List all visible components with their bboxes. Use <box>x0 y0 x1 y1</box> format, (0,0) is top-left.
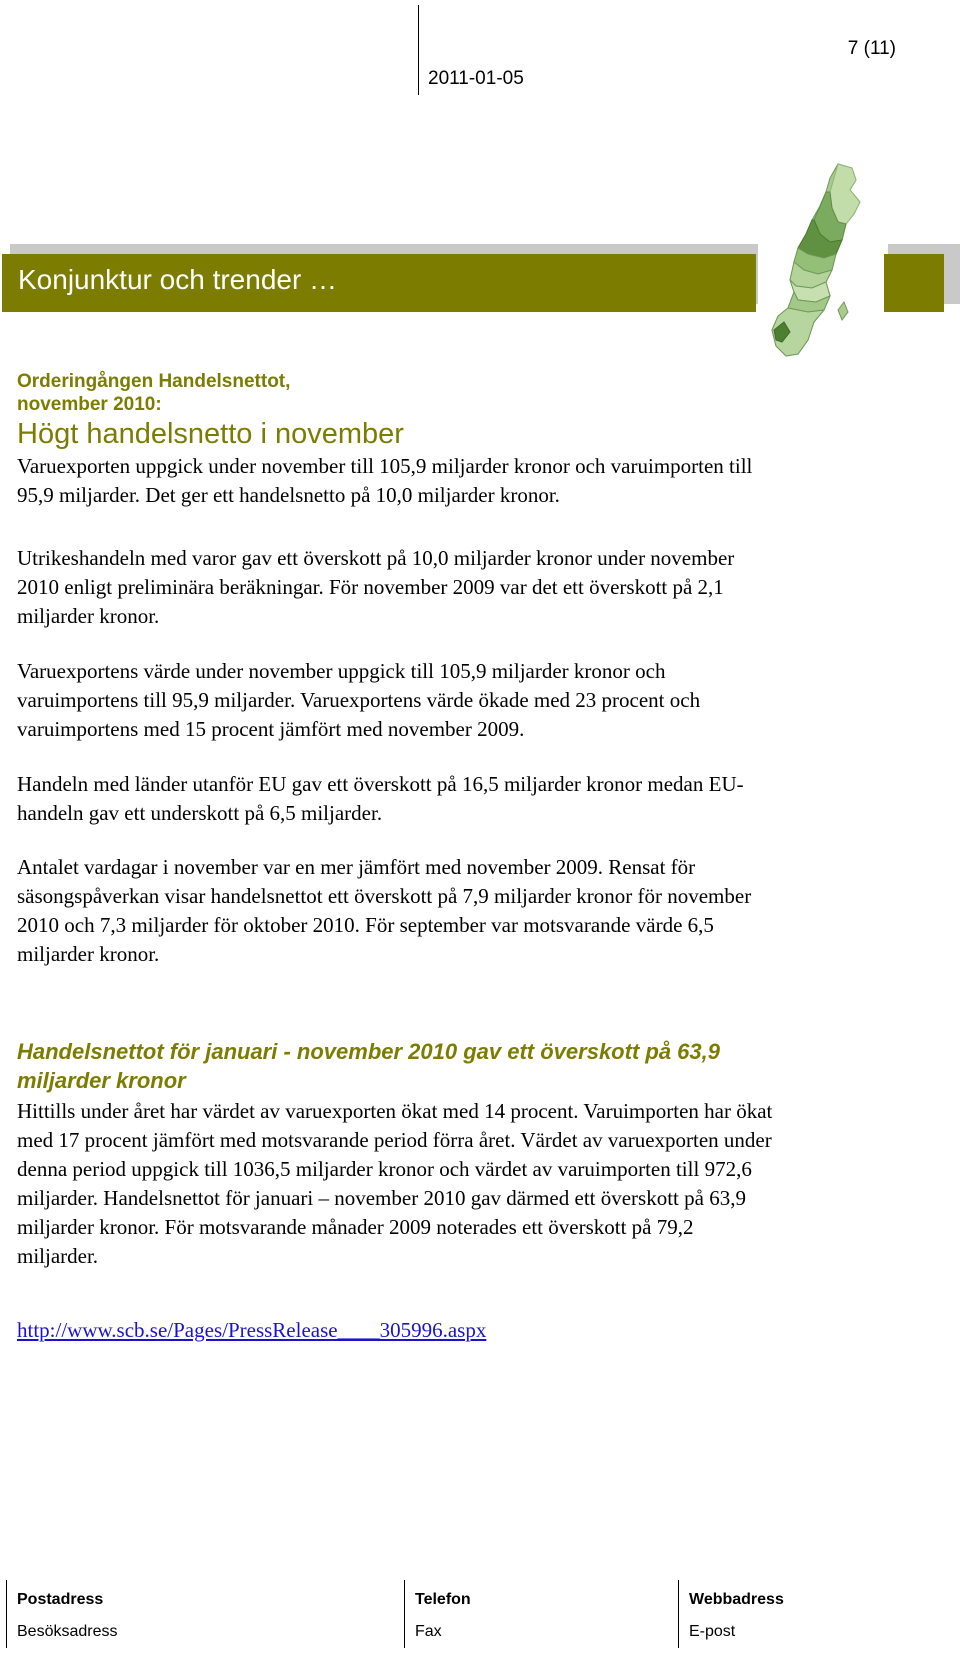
footer-email-label: E-post <box>689 1623 736 1640</box>
section-band-right <box>884 254 944 312</box>
footer-phone-label: Telefon <box>415 1591 471 1608</box>
document-date: 2011-01-05 <box>428 68 524 89</box>
paragraph-3: Varuexportens värde under november uppgick till 105,9 miljarder kronor och varuimportens till 95,9 miljarder. Varuexportens värde ökade med 23 procent och varuimportens med 15 procent jämfört med november 2009. <box>17 659 701 741</box>
footer-postal-label: Postadress <box>17 1591 104 1608</box>
press-release-link[interactable]: http://www.scb.se/Pages/PressRelease____305996.aspx <box>17 1318 487 1342</box>
paragraph-5: Antalet vardagar i november var en mer jämfört med november 2009. Rensat för säsongspåverkan visar handelsnettot ett överskott på 7,9 miljarder kronor för november 2010 och 7,3 miljarder för oktober 2010. För september var motsvarande värde 6,5 miljarder kronor. <box>17 855 752 966</box>
article-headline: Högt handelsnetto i november <box>17 418 404 450</box>
paragraph-1: Varuexporten uppgick under november till 105,9 miljarder kronor och varuimporten till 95,9 miljarder. Det ger ett handelsnetto på 10,0 miljarder kronor. <box>17 454 753 507</box>
section-subheading: Handelsnettot för januari - november 2010 gav ett överskott på 63,9 miljarder kronor <box>17 1039 720 1093</box>
footer-phone <box>404 1580 471 1648</box>
kicker-line-2: november 2010: <box>17 394 162 415</box>
section-title: Konjunktur och trender … <box>18 264 338 295</box>
paragraph-4: Handeln med länder utanför EU gav ett överskott på 16,5 miljarder kronor medan EU-handeln gav ett underskott på 6,5 miljarder. <box>17 772 744 825</box>
paragraph-6: Hittills under året har värdet av varuexporten ökat med 14 procent. Varuimporten har ökat med 17 procent jämfört med motsvarande period förra året. Värdet av varuexporten under denna period uppgick till 1036,5 miljarder kronor och värdet av varuimporten till 972,6 miljarder. Handelsnettot för januari – november 2010 gav därmed ett överskott på 63,9 miljarder kronor. För motsvarande månader 2009 noterades ett överskott på 79,2 miljarder. <box>17 1099 773 1268</box>
footer-web-label: Webbadress <box>689 1591 784 1608</box>
footer-visit-label: Besöksadress <box>17 1623 118 1640</box>
footer-web <box>678 1580 784 1648</box>
page-number: 7 (11) <box>847 38 896 59</box>
paragraph-2: Utrikeshandeln med varor gav ett överskott på 10,0 miljarder kronor under november 2010 enligt preliminära beräkningar. För november 2009 var det ett överskott på 2,1 miljarder kronor. <box>17 546 735 628</box>
kicker-line-1: Orderingången Handelsnettot, <box>17 371 291 392</box>
footer-fax-label: Fax <box>415 1623 442 1640</box>
header-divider <box>418 5 419 95</box>
sweden-map-icon <box>768 162 886 358</box>
article-kicker <box>17 370 290 416</box>
footer-postal <box>6 1580 118 1648</box>
